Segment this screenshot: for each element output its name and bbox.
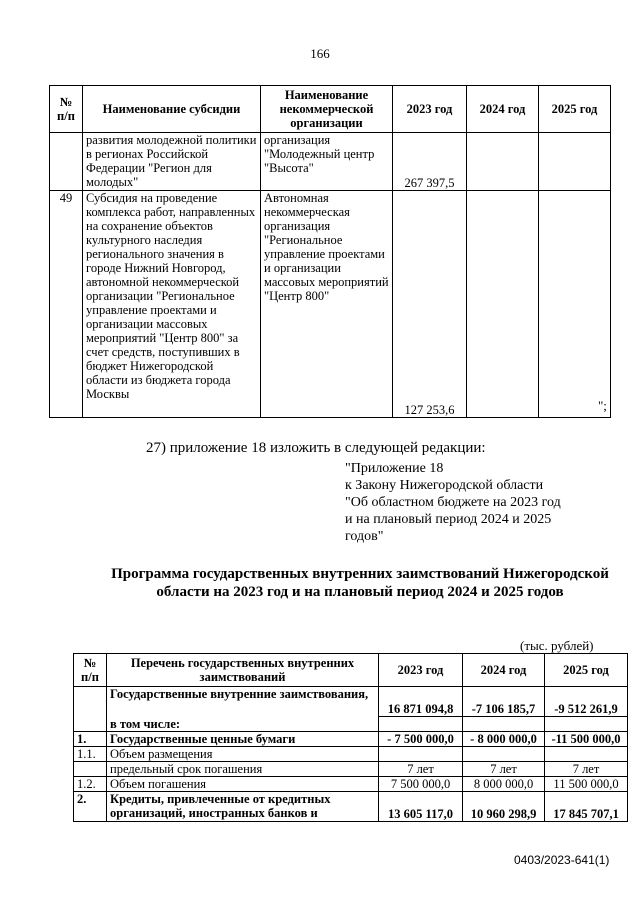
table-row — [74, 762, 628, 777]
cell-2025: -11 500 000,0 — [545, 732, 628, 747]
header-2023: 2023 год — [393, 86, 467, 133]
cell-num: 1. — [74, 732, 107, 747]
cell-2024: -7 106 185,7 — [463, 687, 545, 717]
cell-name: в том числе: — [107, 717, 379, 732]
table-row — [74, 792, 628, 822]
table-header-row — [74, 654, 628, 687]
header-subsidy: Наименование субсидии — [83, 86, 261, 133]
units-label: (тыс. рублей) — [520, 638, 594, 653]
cell-2023 — [379, 717, 463, 732]
cell-num: 49 — [50, 191, 83, 418]
cell-org: Автономная некоммерческая организация "Региональное управление проектами и организации массовых мероприятий "Центр 800" — [261, 191, 393, 418]
appendix-line: и на плановый период 2024 и 2025 — [345, 512, 552, 527]
cell-num: 2. — [74, 792, 107, 822]
cell-2024 — [467, 191, 539, 418]
header-2024: 2024 год — [467, 86, 539, 133]
cell-2025: 11 500 000,0 — [545, 777, 628, 792]
cell-2025 — [545, 747, 628, 762]
program-title: Программа государственных внутренних заимствований Нижегородской области на 2023 год и на плановый период 2024 и 2025 годов — [111, 566, 609, 600]
cell-2024: 7 лет — [463, 762, 545, 777]
cell-name: Объем погашения — [107, 777, 379, 792]
header-2025: 2025 год — [545, 654, 628, 687]
cell-2025 — [545, 717, 628, 732]
cell-2025: -9 512 261,9 — [545, 687, 628, 717]
appendix-header — [345, 460, 561, 545]
amendment-instruction: 27) приложение 18 изложить в следующей редакции: — [146, 440, 486, 456]
cell-2024 — [463, 747, 545, 762]
header-list: Перечень государственных внутренних заимствований — [107, 654, 379, 687]
cell-num — [74, 717, 107, 732]
cell-2024: - 8 000 000,0 — [463, 732, 545, 747]
cell-org: организация "Молодежный центр "Высота" — [261, 133, 393, 191]
table-row — [74, 777, 628, 792]
header-org: Наименование некоммерческой организации — [261, 86, 393, 133]
cell-2023: 16 871 094,8 — [379, 687, 463, 717]
cell-2023: 7 лет — [379, 762, 463, 777]
page-number: 166 — [310, 46, 330, 61]
cell-2025 — [539, 191, 611, 418]
cell-subsidy: развития молодежной политики в регионах Российской Федерации "Регион для молодых" — [83, 133, 261, 191]
table-row — [50, 191, 611, 418]
cell-num — [74, 762, 107, 777]
header-2024: 2024 год — [463, 654, 545, 687]
cell-2023: 127 253,6 — [393, 191, 467, 418]
document-code: 0403/2023-641(1) — [514, 853, 610, 867]
cell-2023: 7 500 000,0 — [379, 777, 463, 792]
cell-subsidy: Субсидия на проведение комплекса работ, направленных на сохранение объектов культурного наследия регионального значения в городе Нижний Новгород, автономной некоммерческой организации "Региональное управление проектами и организации массовых мероприятий "Центр 800" за счет средств, поступивших в бюджет Нижегородской области из бюджета города Москвы — [83, 191, 261, 418]
header-2023: 2023 год — [379, 654, 463, 687]
cell-2023: - 7 500 000,0 — [379, 732, 463, 747]
table-row — [74, 747, 628, 762]
appendix-line: к Закону Нижегородской области — [345, 478, 544, 493]
appendix-line: годов" — [345, 529, 384, 544]
cell-2023: 13 605 117,0 — [379, 792, 463, 822]
table-row — [74, 732, 628, 747]
cell-2024 — [467, 133, 539, 191]
cell-2025: 7 лет — [545, 762, 628, 777]
cell-name: Государственные внутренние заимствования, — [107, 687, 379, 717]
cell-name: Кредиты, привлеченные от кредитных организаций, иностранных банков и — [107, 792, 379, 822]
cell-2024 — [463, 717, 545, 732]
cell-2025: 17 845 707,1 — [545, 792, 628, 822]
cell-2024: 10 960 298,9 — [463, 792, 545, 822]
cell-2025 — [539, 133, 611, 191]
cell-2024: 8 000 000,0 — [463, 777, 545, 792]
table-row — [74, 717, 628, 732]
cell-num — [50, 133, 83, 191]
cell-name: Объем размещения — [107, 747, 379, 762]
cell-name: предельный срок погашения — [107, 762, 379, 777]
closing-quote: "; — [598, 398, 607, 413]
cell-num: 1.2. — [74, 777, 107, 792]
appendix-line: "Приложение 18 — [345, 461, 444, 476]
table-row — [50, 133, 611, 191]
header-num: № п/п — [74, 654, 107, 687]
borrowings-table — [73, 653, 628, 822]
appendix-line: "Об областном бюджете на 2023 год — [345, 495, 561, 510]
cell-num: 1.1. — [74, 747, 107, 762]
header-num: № п/п — [50, 86, 83, 133]
subsidies-table — [49, 85, 611, 418]
cell-2023 — [379, 747, 463, 762]
cell-num — [74, 687, 107, 717]
table-row — [74, 687, 628, 717]
cell-2023: 267 397,5 — [393, 133, 467, 191]
table-header-row — [50, 86, 611, 133]
header-2025: 2025 год — [539, 86, 611, 133]
cell-name: Государственные ценные бумаги — [107, 732, 379, 747]
